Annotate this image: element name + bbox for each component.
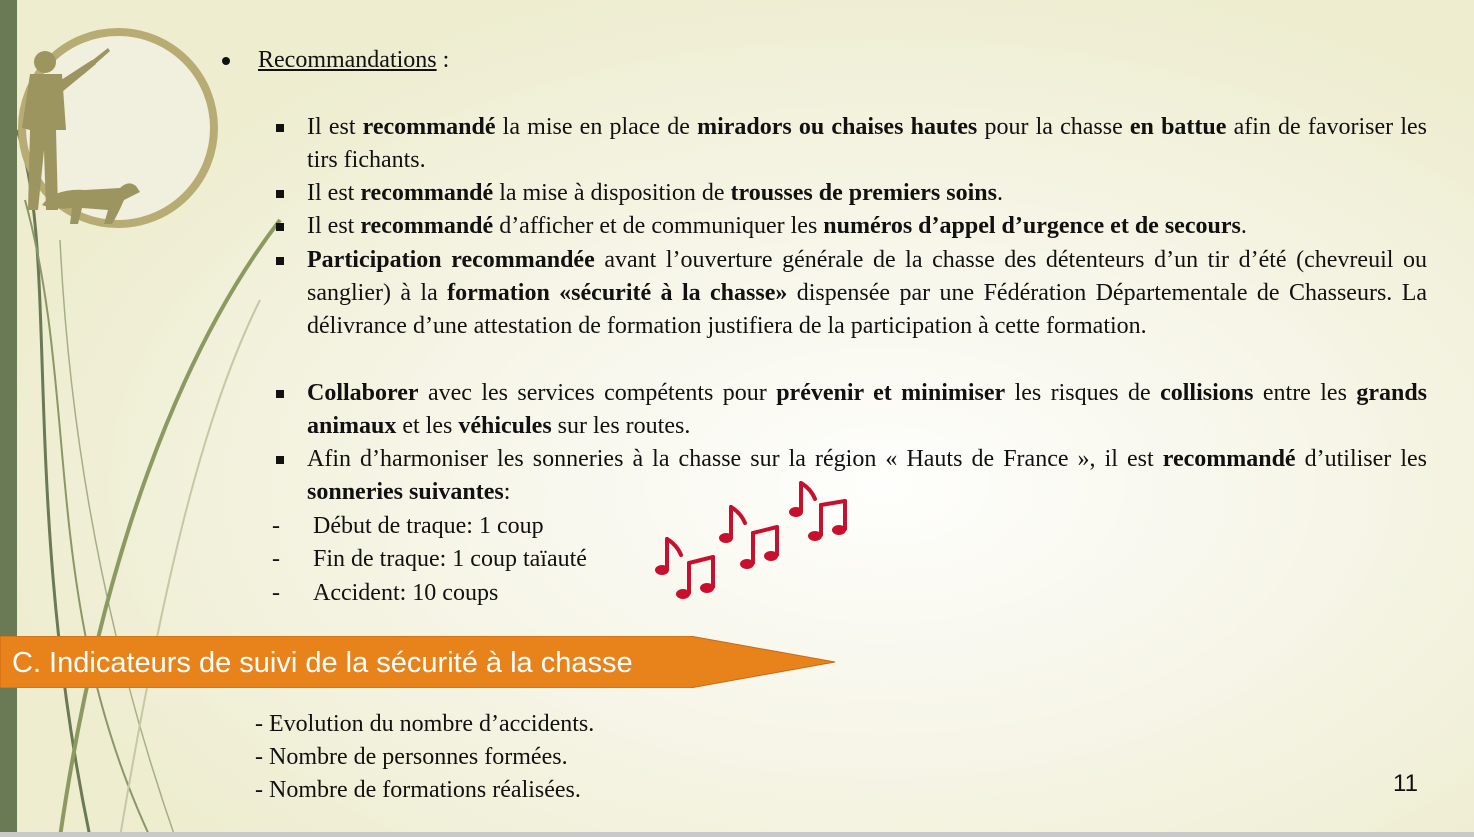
recommendation-item-1: Il est recommandé la mise en place de miradors ou chaises hautes pour la chasse en battue afin de favoriser les tirs fichants. — [307, 114, 1427, 173]
section-heading: C. Indicateurs de suivi de la sécurité à la chasse — [12, 647, 633, 679]
square-bullet — [276, 223, 284, 231]
square-bullet — [276, 390, 284, 398]
indicator-item: - Evolution du nombre d’accidents. — [255, 711, 595, 737]
square-bullet — [276, 456, 284, 464]
square-bullet — [276, 124, 284, 132]
sonnerie-item: Début de traque: 1 coup — [313, 513, 544, 539]
hunter-dog-silhouette-icon — [0, 10, 230, 250]
page-number: 11 — [1393, 770, 1418, 797]
bullet-dot — [222, 57, 230, 65]
indicator-item: - Nombre de formations réalisées. — [255, 777, 581, 803]
square-bullet — [276, 257, 284, 265]
sonnerie-item: Fin de traque: 1 coup taïauté — [313, 546, 587, 572]
indicator-item: - Nombre de personnes formées. — [255, 744, 568, 770]
sonnerie-dash: - — [272, 546, 280, 572]
recommendation-item-6: Afin d’harmoniser les sonneries à la chasse sur la région « Hauts de France », il est recommandé d’utiliser les sonneries suivantes: — [307, 446, 1427, 505]
recommendation-item-5: Collaborer avec les services compétents pour prévenir et minimiser les risques de collisions entre les grands animaux et les véhicules sur les routes. — [307, 380, 1427, 439]
sonnerie-dash: - — [272, 513, 280, 539]
square-bullet — [276, 190, 284, 198]
recommendations-heading: Recommandations : — [258, 47, 450, 73]
recommendation-item-2: Il est recommandé la mise à disposition de trousses de premiers soins. — [307, 180, 1003, 206]
recommendation-item-3: Il est recommandé d’afficher et de communiquer les numéros d’appel d’urgence et de secours. — [307, 213, 1247, 239]
bottom-border — [0, 832, 1474, 837]
music-notes-icon — [655, 475, 865, 605]
sonnerie-item: Accident: 10 coups — [313, 580, 499, 606]
sonnerie-dash: - — [272, 580, 280, 606]
recommendation-item-4: Participation recommandée avant l’ouverture générale de la chasse des détenteurs d’un tir d’été (chevreuil ou sanglier) à la formation «sécurité à la chasse» dispensée par une Fédération Départementale de Chasseurs. La délivrance d’une attestation de formation justifiera de la participation à cette formation. — [307, 247, 1428, 339]
